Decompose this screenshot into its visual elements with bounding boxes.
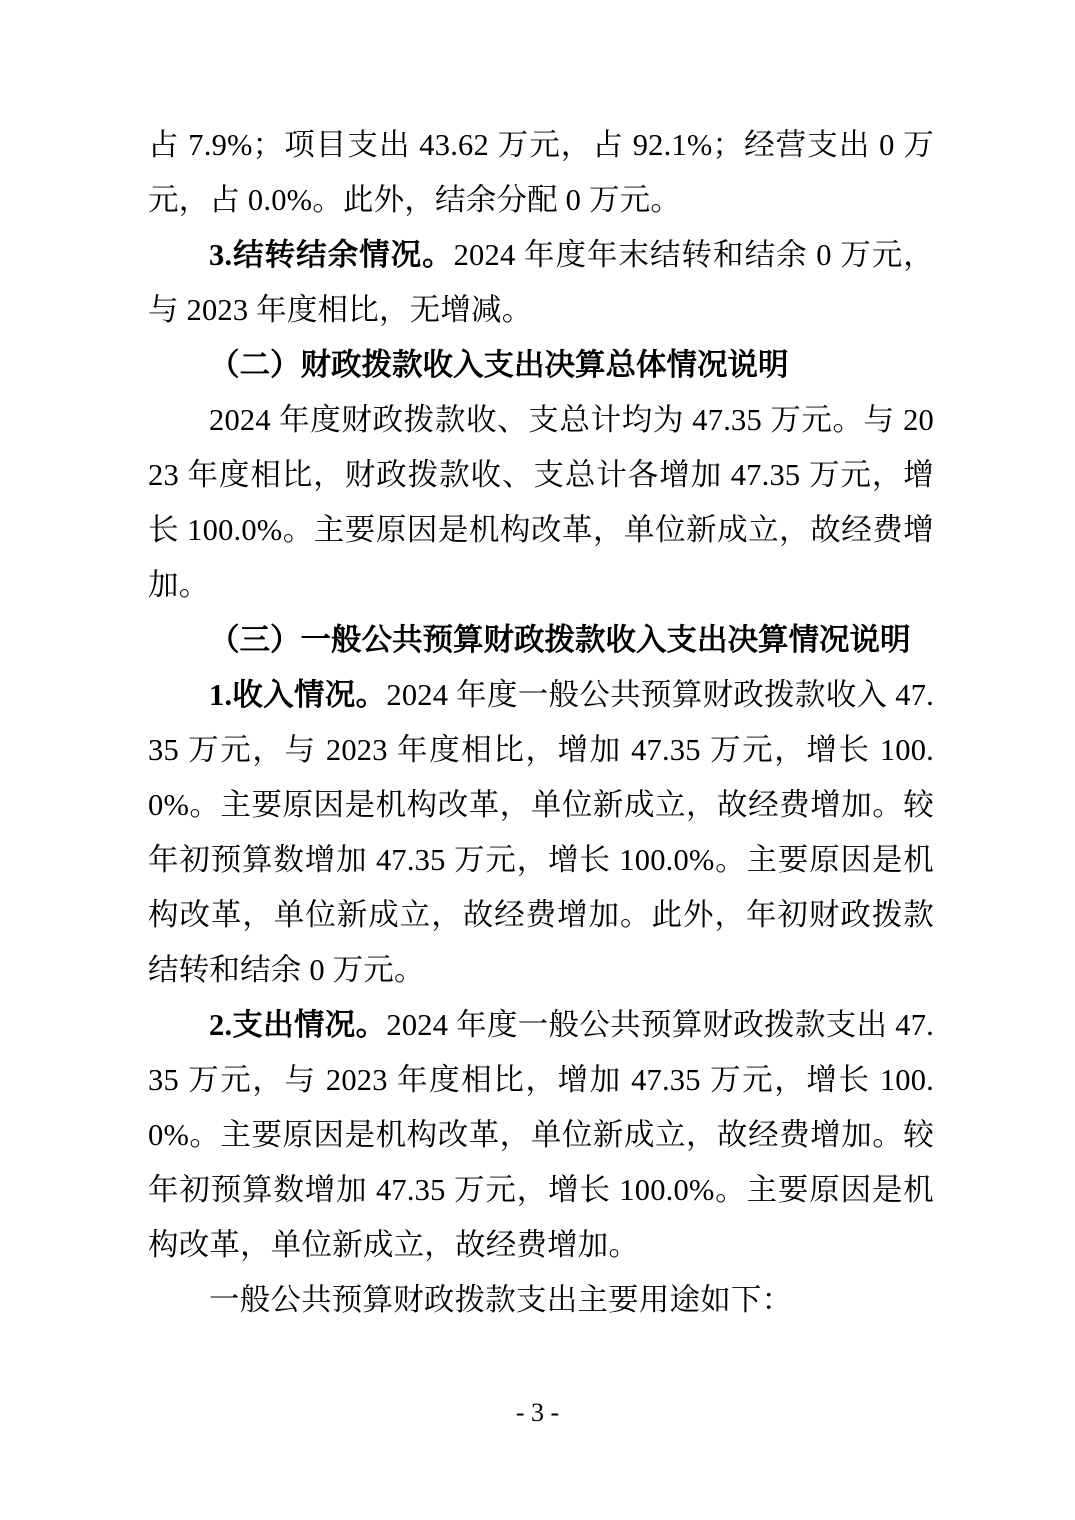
paragraph-lead-expenditure-situation: 2.支出情况。 xyxy=(209,1008,387,1042)
paragraph-expenditure-situation xyxy=(148,998,934,1273)
heading-section-three: （三）一般公共预算财政拨款收入支出决算情况说明 xyxy=(209,623,911,657)
paragraph-income-situation xyxy=(148,668,934,998)
paragraph-continuation-expenditure-shares: 占 7.9%；项目支出 43.62 万元，占 92.1%；经营支出 0 万元，占 0.0%。此外，结余分配 0 万元。 xyxy=(148,128,934,217)
paragraph-lead-income-situation: 1.收入情况。 xyxy=(209,678,387,712)
paragraph-carryover-balance xyxy=(148,228,934,338)
document-body xyxy=(148,118,934,1328)
paragraph-lead-carryover-balance: 3.结转结余情况。 xyxy=(209,238,454,272)
paragraph-expenditure-usage-intro: 一般公共预算财政拨款支出主要用途如下： xyxy=(209,1283,793,1317)
paragraph-text-carryover-balance: 2024 年度年末结转和结余 0 万元，与 2023 年度相比，无增减。 xyxy=(148,238,934,327)
paragraph-fiscal-appropriation-overview: 2024 年度财政拨款收、支总计均为 47.35 万元。与 2023 年度相比，财政拨款收、支总计各增加 47.35 万元，增长 100.0%。主要原因是机构改革，单位新成立，故经费增加。 xyxy=(148,403,934,602)
page-number: - 3 - xyxy=(515,1398,560,1427)
paragraph-text-income-situation: 2024 年度一般公共预算财政拨款收入 47.35 万元，与 2023 年度相比，增加 47.35 万元，增长 100.0%。主要原因是机构改革，单位新成立，故经费增加。较年初预算数增加 47.35 万元，增长 100.0%。主要原因是机构改革，单位新成立，故经费增加。此外，年初财政拨款结转和结余 0 万元。 xyxy=(148,678,934,987)
heading-section-two: （二）财政拨款收入支出决算总体情况说明 xyxy=(209,348,789,382)
paragraph-text-expenditure-situation: 2024 年度一般公共预算财政拨款支出 47.35 万元，与 2023 年度相比，增加 47.35 万元，增长 100.0%。主要原因是机构改革，单位新成立，故经费增加。较年初预算数增加 47.35 万元，增长 100.0%。主要原因是机构改革，单位新成立，故经费增加。 xyxy=(148,1008,934,1262)
